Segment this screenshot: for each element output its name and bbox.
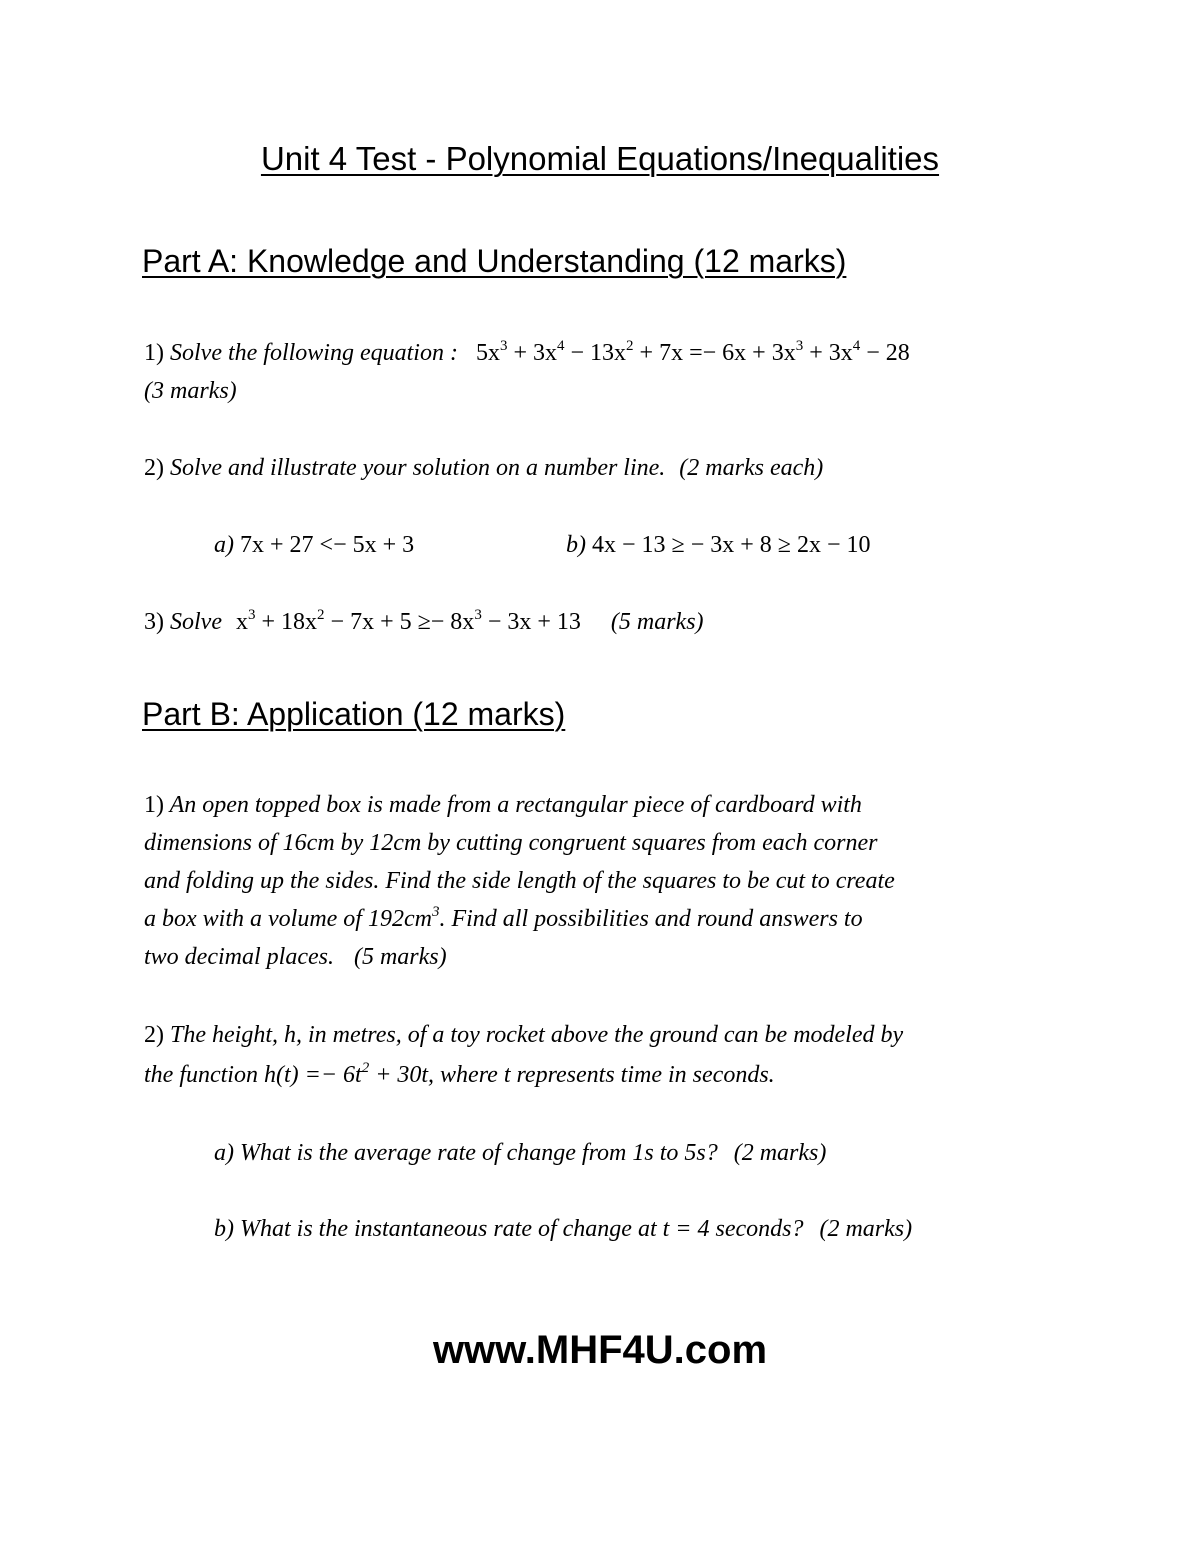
inequality-a: 7x + 27 <− 5x + 3	[240, 532, 415, 558]
inequality: $x^3 + 18x^2 - 7x + 5 \ge- 8x^3 - 3x + 13$	[235, 607, 581, 635]
part-a-question-1-marks: (3 marks)	[144, 378, 237, 404]
part-b-question-1-line-3: and folding up the sides. Find the side length of the squares to be cut to create	[144, 868, 895, 894]
part-a-question-3	[144, 607, 704, 637]
equation: $5x^3 + 3x^4 - 13x^2 + 7x =- 6x + 3x^3 + 3x^4 - 28$	[475, 338, 910, 366]
question-marks: (2 marks)	[819, 1216, 913, 1242]
part-a-question-1	[144, 338, 910, 368]
part-b-question-2b	[214, 1214, 912, 1244]
sub-question-text: What is the average rate of change from 1s to 5s?	[240, 1140, 718, 1166]
question-marks: (2 marks)	[733, 1140, 827, 1166]
part-b-question-1-line-4: a box with a volume of $192cm^3$. Find all possibilities and round answers to	[144, 904, 863, 932]
sub-label-a: a)	[214, 1140, 234, 1166]
part-b-question-1-line-5: two decimal places. (5 marks)	[144, 944, 447, 970]
question-text: Solve and illustrate your solution on a number line.	[170, 455, 666, 481]
inequality-b: 4x − 13 ≥ − 3x + 8 ≥ 2x − 10	[592, 532, 871, 558]
part-a-question-2b	[566, 530, 870, 560]
question-text: Solve the following equation :	[170, 340, 458, 366]
question-marks: (2 marks each)	[679, 455, 824, 481]
sub-label-a: a)	[214, 532, 234, 558]
part-b-question-2a	[214, 1138, 826, 1168]
part-a-question-2	[144, 453, 823, 483]
part-a-heading: Part A: Knowledge and Understanding (12 marks)	[142, 243, 847, 279]
website-footer: www.MHF4U.com	[432, 1328, 768, 1372]
sub-question-text: What is the instantaneous rate of change at t = 4 seconds?	[240, 1216, 804, 1242]
question-marks: (5 marks)	[610, 609, 704, 635]
part-b-question-2-line-1: 2) The height, h, in metres, of a toy rocket above the ground can be modeled by	[144, 1022, 904, 1048]
part-b-heading: Part B: Application (12 marks)	[142, 696, 566, 732]
question-text: Solve	[170, 609, 222, 635]
question-marks: (5 marks)	[353, 944, 447, 970]
part-b-question-1-line-1: 1) An open topped box is made from a rectangular piece of cardboard with	[144, 792, 862, 818]
question-number: 2)	[144, 1022, 164, 1048]
question-number: 2)	[144, 455, 164, 481]
question-number: 1)	[144, 340, 164, 366]
question-number: 1)	[144, 792, 164, 818]
page-title: Unit 4 Test - Polynomial Equations/Inequalities	[260, 140, 940, 177]
sub-label-b: b)	[214, 1216, 234, 1242]
part-a-question-2a	[214, 530, 414, 560]
part-b-question-2-line-2: the function $h(t) =- 6t^2 + 30t$, where t represents time in seconds.	[144, 1060, 775, 1088]
part-b-question-1-line-2: dimensions of 16cm by 12cm by cutting congruent squares from each corner	[144, 830, 878, 856]
sub-label-b: b)	[566, 532, 586, 558]
question-number: 3)	[144, 609, 164, 635]
